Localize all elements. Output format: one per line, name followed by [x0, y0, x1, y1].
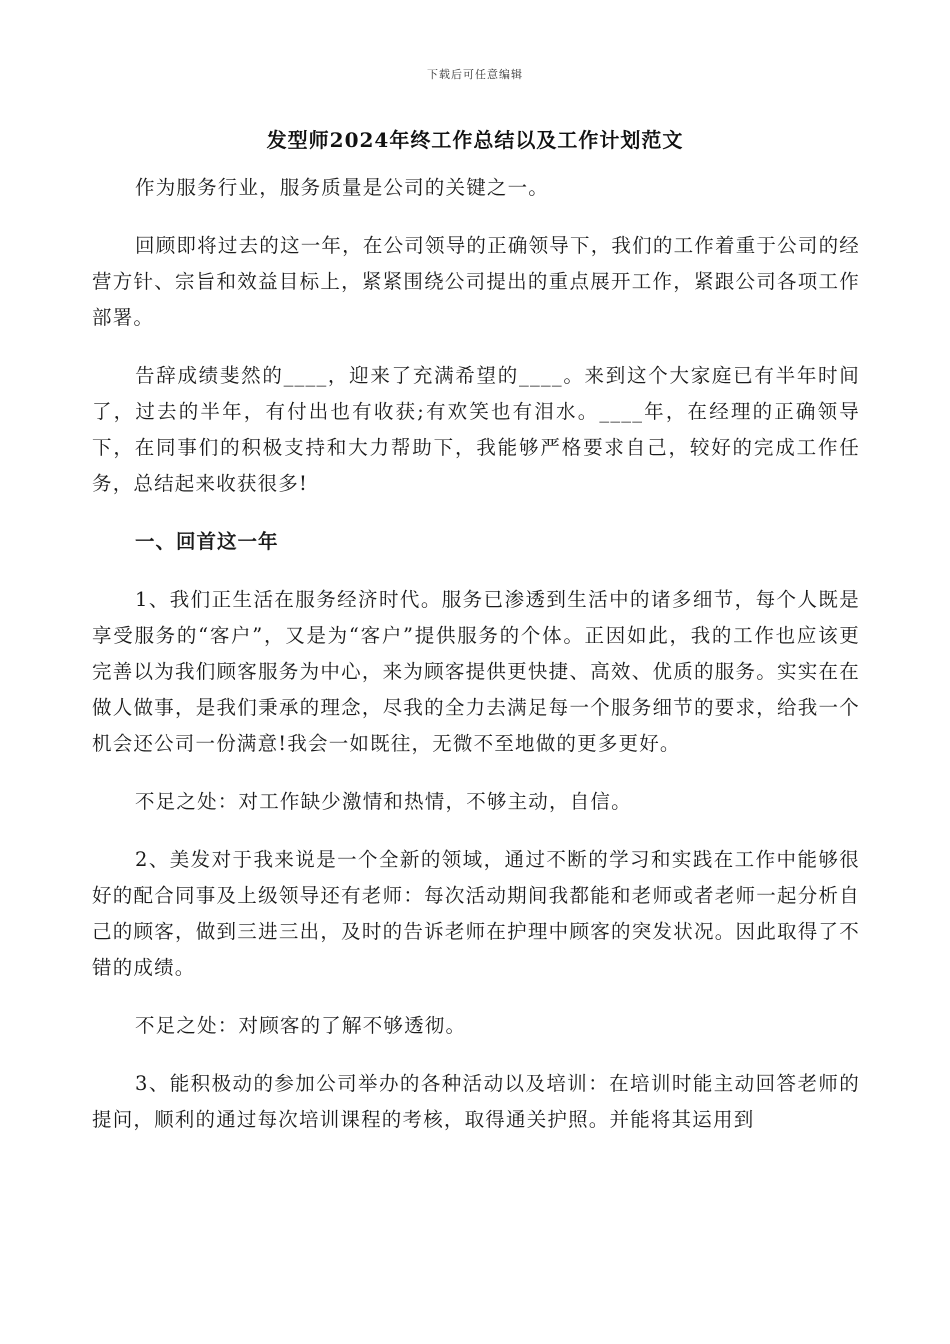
- paragraph-shortcoming-1: 不足之处：对工作缺少激情和热情，不够主动，自信。: [135, 790, 632, 813]
- paragraph-farewell: 告辞成绩斐然的____，迎来了充满希望的____。来到这个大家庭已有半年时间了，过去的半年，有付出也有收获;有欢笑也有泪水。____年，在经理的正确领导下，在同事们的积极支持和大力帮助下，我能够严格要求自己，较好的完成工作任务，总结起来收获很多!: [92, 364, 860, 495]
- paragraph-item-1: 1、我们正生活在服务经济时代。服务已渗透到生活中的诸多细节，每个人既是享受服务的“客户”，又是为“客户”提供服务的个体。正因如此，我的工作也应该更完善以为我们顾客服务为中心，来为顾客提供更快捷、高效、优质的服务。实实在在做人做事，是我们秉承的理念，尽我的全力去满足每一个服务细节的要求，给我一个机会还公司一份满意!我会一如既往，无微不至地做的更多更好。: [92, 588, 860, 755]
- paragraph-intro: 作为服务行业，服务质量是公司的关键之一。: [135, 176, 550, 199]
- paragraph-item-2: 2、美发对于我来说是一个全新的领域，通过不断的学习和实践在工作中能够很好的配合同事及上级领导还有老师：每次活动期间我都能和老师或者老师一起分析自己的顾客，做到三进三出，及时的告诉老师在护理中顾客的突发状况。因此取得了不错的成绩。: [92, 848, 860, 979]
- header-note: 下载后可任意编辑: [427, 68, 523, 81]
- section-heading: 一、回首这一年: [135, 530, 279, 553]
- paragraph-shortcoming-2: 不足之处：对顾客的了解不够透彻。: [135, 1014, 467, 1037]
- paragraph-item-3: 3、能积极动的参加公司举办的各种活动以及培训：在培训时能主动回答老师的提问，顺利的通过每次培训课程的考核，取得通关护照。并能将其运用到: [92, 1072, 860, 1131]
- document-title: 发型师2024年终工作总结以及工作计划范文: [266, 128, 684, 152]
- document-body: [92, 170, 860, 1160]
- paragraph-review: 回顾即将过去的这一年，在公司领导的正确领导下，我们的工作着重于公司的经营方针、宗旨和效益目标上，紧紧围绕公司提出的重点展开工作，紧跟公司各项工作部署。: [92, 234, 860, 329]
